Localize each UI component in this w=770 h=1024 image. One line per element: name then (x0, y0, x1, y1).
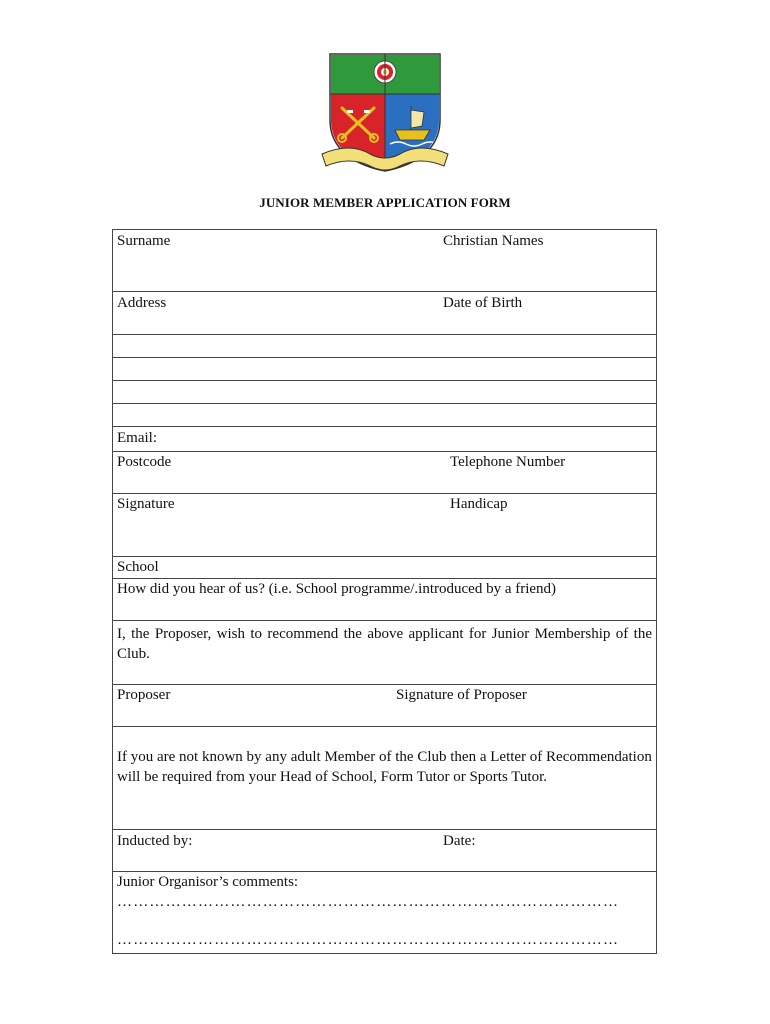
address-line-3[interactable] (113, 380, 656, 403)
recommendation-note-text: If you are not known by any adult Member of the Club then a Letter of Recommendation will be required from your Head of School, Form Tutor or Sports Tutor. (117, 749, 652, 785)
telephone-label: Telephone Number (450, 454, 566, 470)
signature-row[interactable] (113, 493, 656, 556)
inducted-row[interactable] (113, 829, 656, 871)
date-label: Date: (443, 833, 476, 849)
signature-label: Signature (117, 496, 175, 512)
proposer-label: Proposer (117, 687, 171, 703)
application-form-table (112, 229, 657, 954)
dotted-line-1[interactable]: ………………………………………………………………………………… (117, 894, 620, 910)
form-title: JUNIOR MEMBER APPLICATION FORM (259, 195, 511, 210)
name-row[interactable] (113, 229, 656, 291)
organiser-comments-label: Junior Organisor’s comments: (117, 874, 299, 890)
school-label: School (117, 559, 159, 575)
email-row[interactable] (113, 426, 656, 451)
how-heard-row[interactable] (113, 578, 656, 620)
proposer-row[interactable] (113, 684, 656, 726)
school-row[interactable] (113, 556, 656, 578)
address-line-2[interactable] (113, 357, 656, 380)
postcode-label: Postcode (117, 454, 172, 470)
surname-label: Surname (117, 233, 171, 249)
inducted-by-label: Inducted by: (117, 833, 193, 849)
address-line-4[interactable] (113, 403, 656, 426)
email-label: Email: (117, 430, 157, 446)
dotted-line-2[interactable]: ………………………………………………………………………………… (117, 932, 620, 948)
signature-of-proposer-label: Signature of Proposer (396, 687, 527, 703)
handicap-label: Handicap (450, 496, 508, 512)
address-line-1[interactable] (113, 334, 656, 357)
postcode-row[interactable] (113, 451, 656, 493)
proposer-statement-text: I, the Proposer, wish to recommend the above applicant for Junior Membership of the Club. (117, 626, 652, 662)
club-crest-logo (320, 50, 450, 175)
address-row[interactable] (113, 291, 656, 334)
recommendation-note-row (113, 726, 656, 829)
proposer-statement-row (113, 620, 656, 684)
address-label: Address (117, 295, 167, 311)
christian-names-label: Christian Names (443, 233, 544, 249)
how-heard-label: How did you hear of us? (i.e. School programme/.introduced by a friend) (117, 581, 557, 597)
comments-row[interactable] (113, 871, 656, 954)
date-of-birth-label: Date of Birth (443, 295, 523, 311)
